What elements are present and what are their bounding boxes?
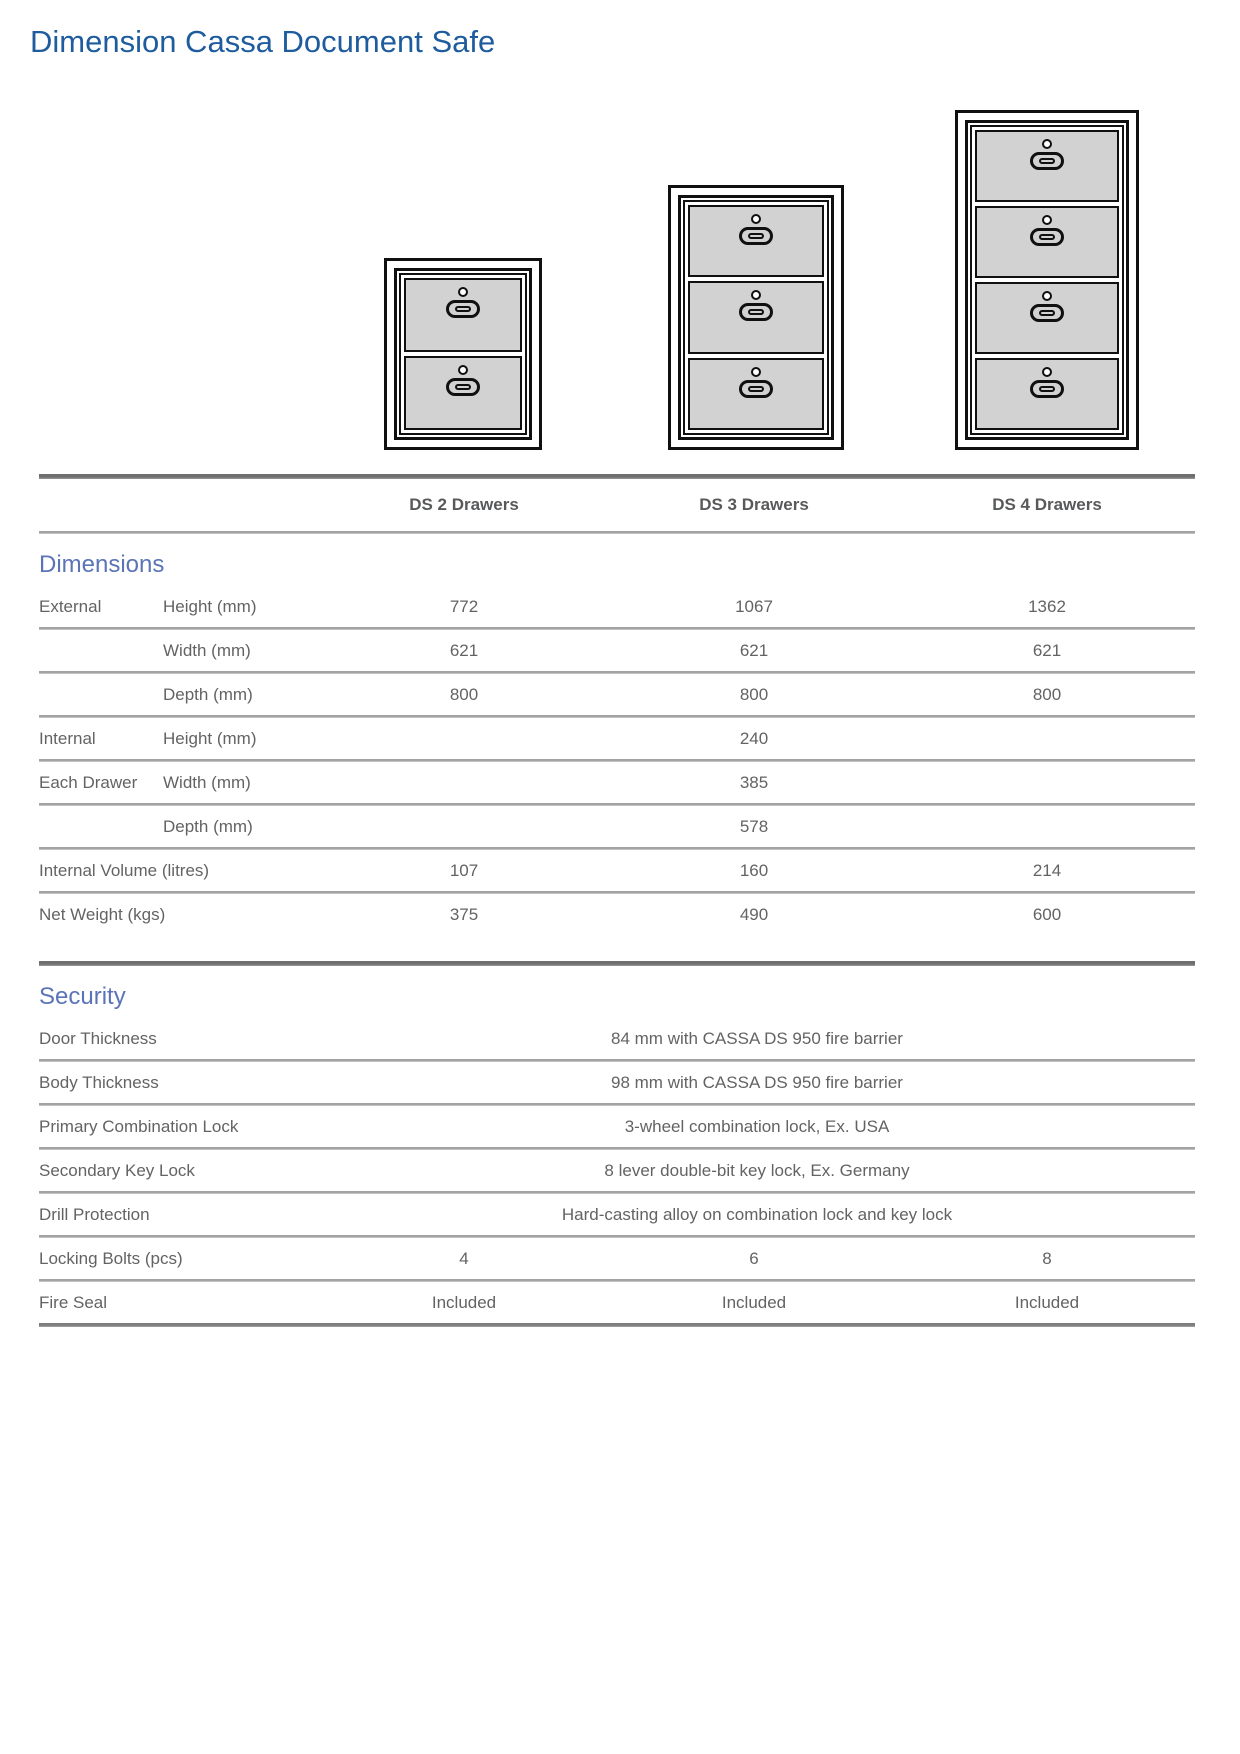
safe-drawer-area [683, 200, 829, 435]
model-column-header: DS 3 Drawers [699, 495, 809, 514]
spec-row [39, 1282, 1195, 1323]
drawer-handle-icon [739, 380, 773, 398]
row-value: 385 [739, 772, 769, 792]
drawer-handle-icon [739, 227, 773, 245]
row-group-label: Each Drawer [39, 772, 138, 792]
spec-row [39, 586, 1195, 627]
drawer-handle-icon [739, 303, 773, 321]
row-value: 214 [1032, 860, 1062, 880]
row-value [899, 781, 1195, 785]
handle-slot-icon [1039, 234, 1055, 240]
row-label: Height (mm) [163, 728, 257, 748]
handle-slot-icon [1039, 310, 1055, 316]
spec-row [39, 762, 1195, 803]
row-value [319, 781, 609, 785]
row-value: 772 [449, 596, 479, 616]
row-label: Width (mm) [163, 640, 251, 660]
drawer-handle-icon [1030, 152, 1064, 170]
safe-drawer-area [399, 273, 527, 435]
row-value [899, 825, 1195, 829]
safe-illustration-4-drawers [955, 110, 1139, 450]
divider-line [39, 1323, 1195, 1327]
section-title-security: Security [39, 983, 126, 1010]
keyhole-icon [458, 365, 468, 375]
keyhole-icon [1042, 367, 1052, 377]
safe-drawer [404, 356, 522, 430]
keyhole-icon [1042, 139, 1052, 149]
row-value: Included [721, 1292, 787, 1312]
safe-drawer [975, 206, 1119, 278]
safe-door-frame [394, 268, 532, 440]
row-value [319, 825, 609, 829]
safe-drawer [688, 358, 824, 430]
row-label: Internal Volume (litres) [39, 860, 210, 880]
spec-row [39, 894, 1195, 935]
row-value: 107 [449, 860, 479, 880]
safe-illustration-3-drawers [668, 185, 844, 450]
row-label: Depth (mm) [163, 816, 253, 836]
row-value: 1067 [735, 596, 773, 616]
page-title: Dimension Cassa Document Safe [30, 24, 496, 59]
row-span-value: 8 lever double-bit key lock, Ex. Germany [604, 1160, 910, 1180]
dimensions-rows [39, 586, 1195, 935]
spec-row [39, 1238, 1195, 1279]
row-value: Included [1014, 1292, 1080, 1312]
row-label: Depth (mm) [163, 684, 253, 704]
safe-drawer [975, 282, 1119, 354]
row-value: 800 [739, 684, 769, 704]
row-span-value: 98 mm with CASSA DS 950 fire barrier [611, 1072, 903, 1092]
row-value: 6 [749, 1248, 759, 1268]
handle-slot-icon [1039, 158, 1055, 164]
row-label: Net Weight (kgs) [39, 904, 166, 924]
handle-slot-icon [1039, 386, 1055, 392]
spec-row [39, 674, 1195, 715]
keyhole-icon [458, 287, 468, 297]
keyhole-icon [1042, 291, 1052, 301]
row-label: Fire Seal [39, 1292, 108, 1312]
row-span-value: 3-wheel combination lock, Ex. USA [624, 1116, 890, 1136]
row-group-label: Internal [39, 728, 96, 748]
safe-drawer-area [970, 125, 1124, 435]
row-value: 621 [449, 640, 479, 660]
handle-slot-icon [748, 233, 764, 239]
safe-drawer [975, 358, 1119, 430]
row-group-label [39, 649, 163, 653]
row-value: 1362 [1028, 596, 1066, 616]
keyhole-icon [751, 214, 761, 224]
spec-row [39, 806, 1195, 847]
row-value [899, 737, 1195, 741]
spec-row [39, 850, 1195, 891]
row-label: Height (mm) [163, 596, 257, 616]
safe-door-frame [965, 120, 1129, 440]
row-value: 621 [739, 640, 769, 660]
safe-door-frame [678, 195, 834, 440]
row-value: 800 [1032, 684, 1062, 704]
spec-table [39, 474, 1195, 1327]
spec-row [39, 1194, 1195, 1235]
section-title-dimensions: Dimensions [39, 551, 165, 578]
handle-slot-icon [455, 384, 471, 390]
row-label: Primary Combination Lock [39, 1116, 239, 1136]
row-span-value: Hard-casting alloy on combination lock and key lock [561, 1204, 953, 1224]
drawer-handle-icon [1030, 228, 1064, 246]
drawer-handle-icon [446, 300, 480, 318]
divider-line [39, 961, 1195, 966]
row-group-label [39, 825, 163, 829]
row-value: 600 [1032, 904, 1062, 924]
spec-row [39, 1018, 1195, 1059]
security-rows [39, 1018, 1195, 1327]
keyhole-icon [1042, 215, 1052, 225]
row-value: 240 [739, 728, 769, 748]
spec-row [39, 630, 1195, 671]
row-label: Width (mm) [163, 772, 251, 792]
spec-row [39, 1062, 1195, 1103]
keyhole-icon [751, 290, 761, 300]
row-value: 8 [1042, 1248, 1052, 1268]
model-column-header: DS 2 Drawers [409, 495, 519, 514]
drawer-handle-icon [1030, 380, 1064, 398]
row-value: 621 [1032, 640, 1062, 660]
row-value: 4 [459, 1248, 469, 1268]
spec-row [39, 1150, 1195, 1191]
drawer-handle-icon [446, 378, 480, 396]
safe-drawer [688, 205, 824, 277]
divider-line [39, 531, 1195, 534]
safe-drawer [404, 278, 522, 352]
row-value: 490 [739, 904, 769, 924]
handle-slot-icon [748, 386, 764, 392]
row-group-label: External [39, 596, 102, 616]
row-value: 375 [449, 904, 479, 924]
row-value: Included [431, 1292, 497, 1312]
spec-row [39, 1106, 1195, 1147]
row-label: Drill Protection [39, 1204, 150, 1224]
model-header-row [39, 479, 1195, 531]
safe-drawer [688, 281, 824, 353]
row-value: 800 [449, 684, 479, 704]
row-label: Body Thickness [39, 1072, 159, 1092]
safe-drawer [975, 130, 1119, 202]
spec-row [39, 718, 1195, 759]
handle-slot-icon [748, 309, 764, 315]
row-value: 578 [739, 816, 769, 836]
model-column-header: DS 4 Drawers [992, 495, 1102, 514]
section-gap [39, 935, 1195, 961]
handle-slot-icon [455, 306, 471, 312]
row-group-label [39, 693, 163, 697]
safe-illustration-2-drawers [384, 258, 542, 450]
row-label: Locking Bolts (pcs) [39, 1248, 183, 1268]
keyhole-icon [751, 367, 761, 377]
row-span-value: 84 mm with CASSA DS 950 fire barrier [611, 1028, 903, 1048]
row-label: Door Thickness [39, 1028, 157, 1048]
row-value: 160 [739, 860, 769, 880]
row-label: Secondary Key Lock [39, 1160, 195, 1180]
row-value [319, 737, 609, 741]
drawer-handle-icon [1030, 304, 1064, 322]
